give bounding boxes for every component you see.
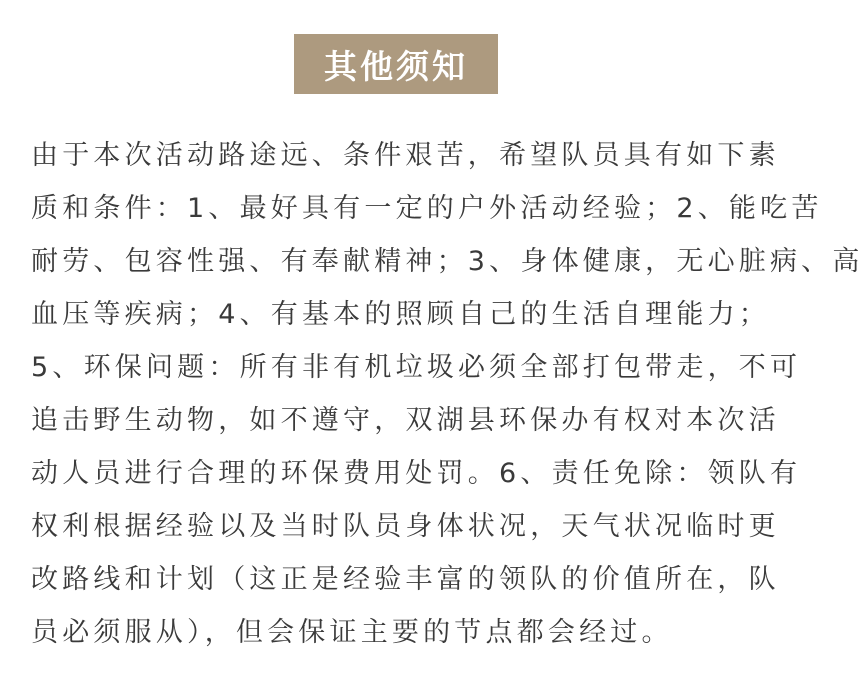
notice-line-1: 由于本次活动路途远、条件艰苦，希望队员具有如下素	[31, 140, 780, 171]
notice-line-7: 动人员进行合理的环保费用处罚。6、责任免除：领队有	[31, 458, 802, 489]
section-title-wrap	[0, 34, 792, 94]
notice-body	[31, 129, 864, 659]
notice-line-10: 员必须服从），但会保证主要的节点都会经过。	[31, 617, 673, 648]
notice-line-2: 质和条件：1、最好具有一定的户外活动经验；2、能吃苦	[31, 193, 823, 224]
notice-line-4: 血压等疾病；4、有基本的照顾自己的生活自理能力；	[31, 299, 770, 330]
notice-line-5: 5、环保问题：所有非有机垃圾必须全部打包带走，不可	[31, 352, 802, 383]
notice-line-6: 追击野生动物，如不遵守，双湖县环保办有权对本次活	[31, 405, 780, 436]
notice-line-9: 改路线和计划（这正是经验丰富的领队的价值所在，队	[31, 564, 780, 595]
notice-line-3: 耐劳、包容性强、有奉献精神；3、身体健康，无心脏病、高	[31, 246, 864, 277]
notice-line-8: 权利根据经验以及当时队员身体状况，天气状况临时更	[31, 511, 780, 542]
section-title: 其他须知	[294, 34, 498, 94]
